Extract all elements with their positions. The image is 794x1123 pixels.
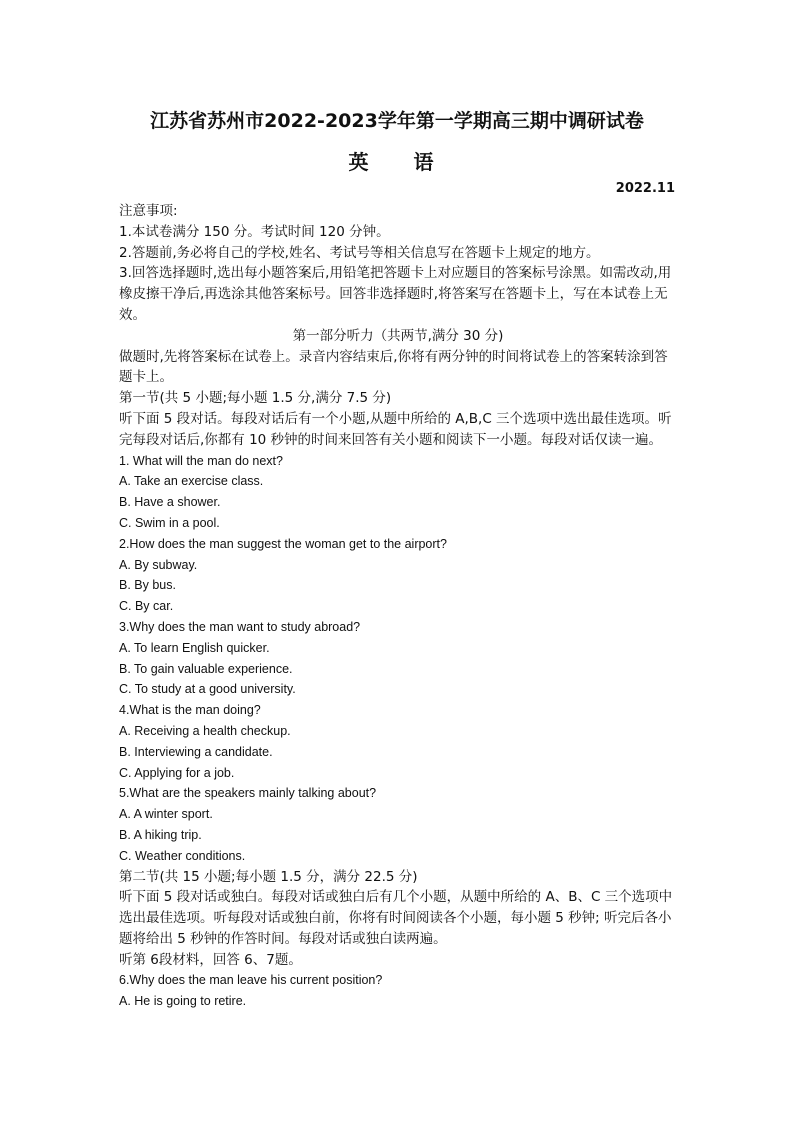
option-a: A. A winter sport. — [119, 807, 213, 822]
section1-heading: 第一节(共 5 小题;每小题 1.5 分,满分 7.5 分) — [119, 390, 392, 407]
question-text: 2.How does the man suggest the woman get to the airport? — [119, 536, 447, 551]
option-b: B. To gain valuable experience. — [119, 661, 293, 676]
section1-instruction: 听下面 5 段对话。每段对话后有一个小题,从题中所给的 A,B,C 三个选项中选出最佳选项。听完每段对话后,你都有 10 秒钟的时间来回答有关小题和阅读下一小题。每段对话仅读一遍。 — [119, 410, 672, 448]
notes-item: 2.答题前,务必将自己的学校,姓名、考试号等相关信息写在答题卡上规定的地方。 — [119, 244, 600, 261]
part1-heading: 第一部分听力（共两节,满分 30 分) — [292, 327, 504, 344]
exam-body — [119, 201, 677, 1012]
material-note: 听第 6段材料，回答 6、7题。 — [119, 951, 302, 968]
option-b: B. A hiking trip. — [119, 827, 202, 842]
subject-heading: 英 语 — [348, 150, 446, 174]
option-a: A. Receiving a health checkup. — [119, 723, 291, 738]
option-a: A. He is going to retire. — [119, 994, 247, 1009]
question-text: 4.What is the man doing? — [119, 703, 261, 718]
notes-heading: 注意事项: — [119, 203, 178, 219]
option-a: A. Take an exercise class. — [119, 474, 264, 489]
question-text: 1. What will the man do next? — [119, 453, 283, 468]
section2-instruction: 听下面 5 段对话或独白。每段对话或独白后有几个小题，从题中所给的 A、B、C 三个选项中选出最佳选项。听每段对话或独白前，你将有时间阅读各个小题，每小题 5 秒钟; 听完后各小题将给出 5 秒钟的作答时间。每段对话或独白读两遍。 — [119, 889, 673, 947]
part1-instruction: 做题时,先将答案标在试卷上。录音内容结束后,你将有两分钟的时间将试卷上的答案转涂到答题卡上。 — [119, 348, 668, 386]
question-text: 3.Why does the man want to study abroad? — [119, 619, 361, 634]
section2-heading: 第二节(共 15 小题;每小题 1.5 分，满分 22.5 分) — [119, 868, 418, 885]
option-a: A. To learn English quicker. — [119, 640, 270, 655]
option-b: B. By bus. — [119, 578, 176, 593]
option-c: C. Weather conditions. — [119, 848, 246, 863]
option-c: C. By car. — [119, 599, 174, 614]
notes-item: 3.回答选择题时,选出每小题答案后,用铅笔把答题卡上对应题目的答案标号涂黑。如需改动,用橡皮擦干净后,再选涂其他答案标号。回答非选择题时,将答案写在答题卡上，写在本试卷上无效。 — [119, 265, 672, 323]
question-text: 5.What are the speakers mainly talking about? — [119, 786, 377, 801]
exam-date: 2022.11 — [615, 181, 675, 196]
question-text: 6.Why does the man leave his current position? — [119, 973, 383, 988]
option-a: A. By subway. — [119, 557, 198, 572]
notes-item: 1.本试卷满分 150 分。考试时间 120 分钟。 — [119, 223, 390, 240]
page-title: 江苏省苏州市2022-2023学年第一学期高三期中调研试卷 — [150, 110, 644, 132]
option-c: C. Swim in a pool. — [119, 515, 220, 530]
option-c: C. To study at a good university. — [119, 682, 296, 697]
option-c: C. Applying for a job. — [119, 765, 235, 780]
option-b: B. Interviewing a candidate. — [119, 744, 273, 759]
option-b: B. Have a shower. — [119, 495, 221, 510]
